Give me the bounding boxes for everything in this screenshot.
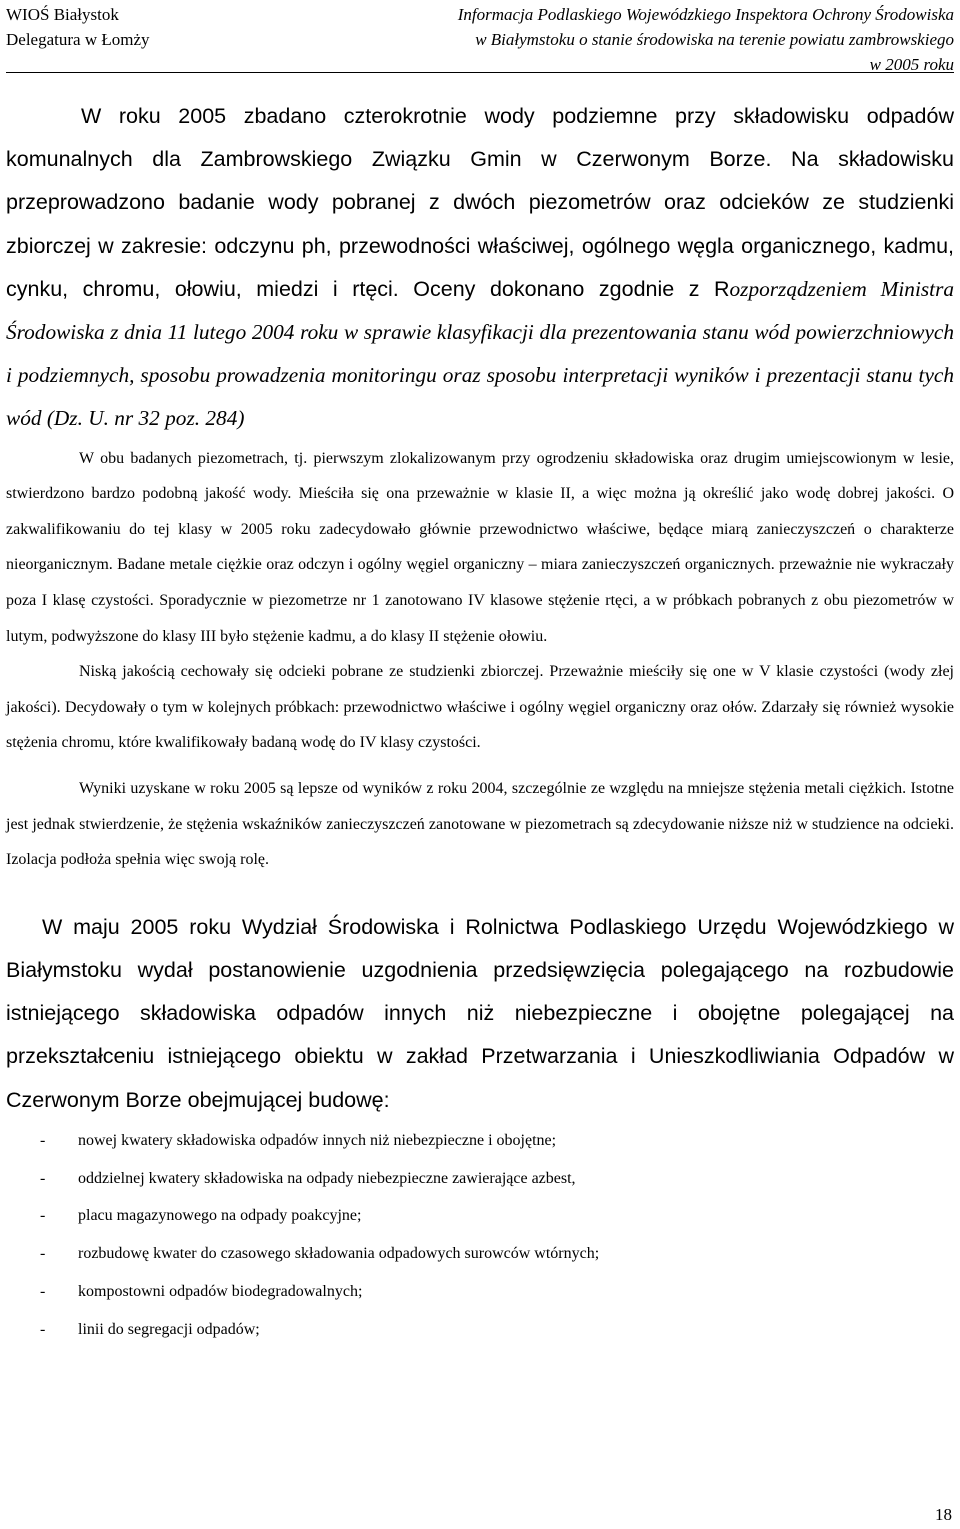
paragraph-leachate: Niską jakością cechowały się odcieki pobrane ze studzienki zbiorczej. Przeważnie mieściły się one w V klasie czystości (wody złej jakości). Decydowały o tym w kolejnych próbkach: przewodnictwo właściwe i ogólny węgiel organiczny oraz ołów. Zdarzały się również wysokie stężenia chromu, które kwalifikowały badaną wodę do IV klasy czystości.: [6, 663, 954, 752]
list-dash: -: [40, 1245, 46, 1263]
page-header: [6, 0, 954, 73]
list-item: [6, 1235, 954, 1273]
expansion-items-list: [6, 1122, 954, 1349]
header-organization: [6, 2, 150, 52]
paragraph-groundwater-part-a: W roku 2005 zbadano czterokrotnie wody podziemne przy składowisku odpadów komunalnych dla Zambrowskiego Związku Gmin w Czerwonym Borze.: [6, 104, 954, 172]
list-dash: -: [40, 1207, 46, 1225]
list-dash: -: [40, 1320, 46, 1338]
paragraph-groundwater-part-b: Na składowisku przeprowadzono badanie wody pobranej z dwóch piezometrów oraz odcieków ze studzienki zbiorczej w zakresie: odczynu ph, przewodności właściwej, ogólnego węgla organicznego, kadmu, cynku, chromu, ołowiu, miedzi i rtęci.: [6, 147, 954, 301]
list-dash: -: [40, 1282, 46, 1300]
header-org-line2: Delegatura w Łomży: [6, 30, 150, 49]
paragraph-piezometers: W obu badanych piezometrach, tj. pierwszym zlokalizowanym przy ogrodzeniu składowiska oraz drugim umiejscowionym w lesie, stwierdzono bardzo podobną jakość wody. Mieściła się ona przeważnie w klasie II, a więc można ją określić jako wodę dobrej jakości. O zakwalifikowaniu do tej klasy w 2005 roku zadecydowało głównie przewodnictwo właściwe, będące miarą zanieczyszczeń o charakterze nieorganicznym. Badane metale ciężkie oraz odczyn i ogólny węgiel organiczny – miara zanieczyszczeń organicznych. przeważnie nie wykraczały poza I klasę czystości. Sporadycznie w piezometrze nr 1 zanotowano IV klasowe stężenie rtęci, a w próbkach pobranych z obu piezometrów w lutym, podwyższone do klasy III było stężenie kadmu, a do klasy II stężenie ołowiu.: [6, 449, 954, 645]
header-title-line1: Informacja Podlaskiego Wojewódzkiego Inspektora Ochrony Środowiska: [457, 5, 954, 24]
header-title-line2: w Białymstoku o stanie środowiska na terenie powiatu zambrowskiego: [475, 30, 954, 49]
header-title: [252, 2, 954, 77]
paragraph-groundwater-study: [6, 95, 954, 441]
list-item-text: linii do segregacji odpadów;: [78, 1320, 260, 1338]
regulation-title: ozporządzeniem Ministra Środowiska z dnia 11 lutego 2004 roku w sprawie klasyfikacji dla prezentowania stanu wód powierzchniowych i podziemnych, sposobu prowadzenia monitoringu oraz sposobu interpretacji wyników i prezentacji stanu tych wód: [6, 276, 955, 431]
list-item-text: kompostowni odpadów biodegradowalnych;: [78, 1282, 363, 1300]
header-title-line3: w 2005 roku: [869, 55, 954, 74]
document-body: [6, 95, 954, 1349]
paragraph-groundwater-part-c: Oceny dokonano zgodnie z R: [398, 276, 730, 301]
paragraph-results-comparison: Wyniki uzyskane w roku 2005 są lepsze od wyników z roku 2004, szczególnie ze względu na mniejsze stężenia metali ciężkich. Istotne jest jednak stwierdzenie, że stężenia wskaźników zanieczyszczeń zanotowane w piezometrach są zdecydowanie niższe niż w studzience na odcieki. Izolacja podłoża spełnia więc swoją rolę.: [6, 779, 954, 869]
header-org-line1: WIOŚ Białystok: [6, 5, 119, 24]
list-item-text: placu magazynowego na odpady poakcyjne;: [78, 1207, 362, 1225]
page-number: 18: [935, 1505, 952, 1524]
paragraph-landfill-expansion: W maju 2005 roku Wydział Środowiska i Rolnictwa Podlaskiego Urzędu Wojewódzkiego w Białymstoku wydał postanowienie uzgodnienia przedsięwzięcia polegającego na rozbudowie istniejącego składowiska odpadów innych niż niebezpieczne i obojętne polegającej na przekształceniu istniejącego obiektu w zakład Przetwarzania i Unieszkodliwiania Odpadów w Czerwonym Borze obejmującej budowę:: [6, 914, 954, 1112]
list-item-text: oddzielnej kwatery składowiska na odpady niebezpieczne zawierające azbest,: [78, 1169, 576, 1187]
list-dash: -: [40, 1169, 46, 1187]
regulation-reference: (Dz. U. nr 32 poz. 284): [41, 406, 245, 431]
list-item-text: nowej kwatery składowiska odpadów innych niż niebezpieczne i obojętne;: [78, 1131, 557, 1149]
list-item: [6, 1122, 954, 1160]
list-item: [6, 1273, 954, 1311]
list-item: [6, 1311, 954, 1349]
list-item-text: rozbudowę kwater do czasowego składowania odpadowych surowców wtórnych;: [78, 1245, 600, 1263]
list-item: [6, 1160, 954, 1198]
list-item: [6, 1197, 954, 1235]
list-dash: -: [40, 1131, 46, 1149]
